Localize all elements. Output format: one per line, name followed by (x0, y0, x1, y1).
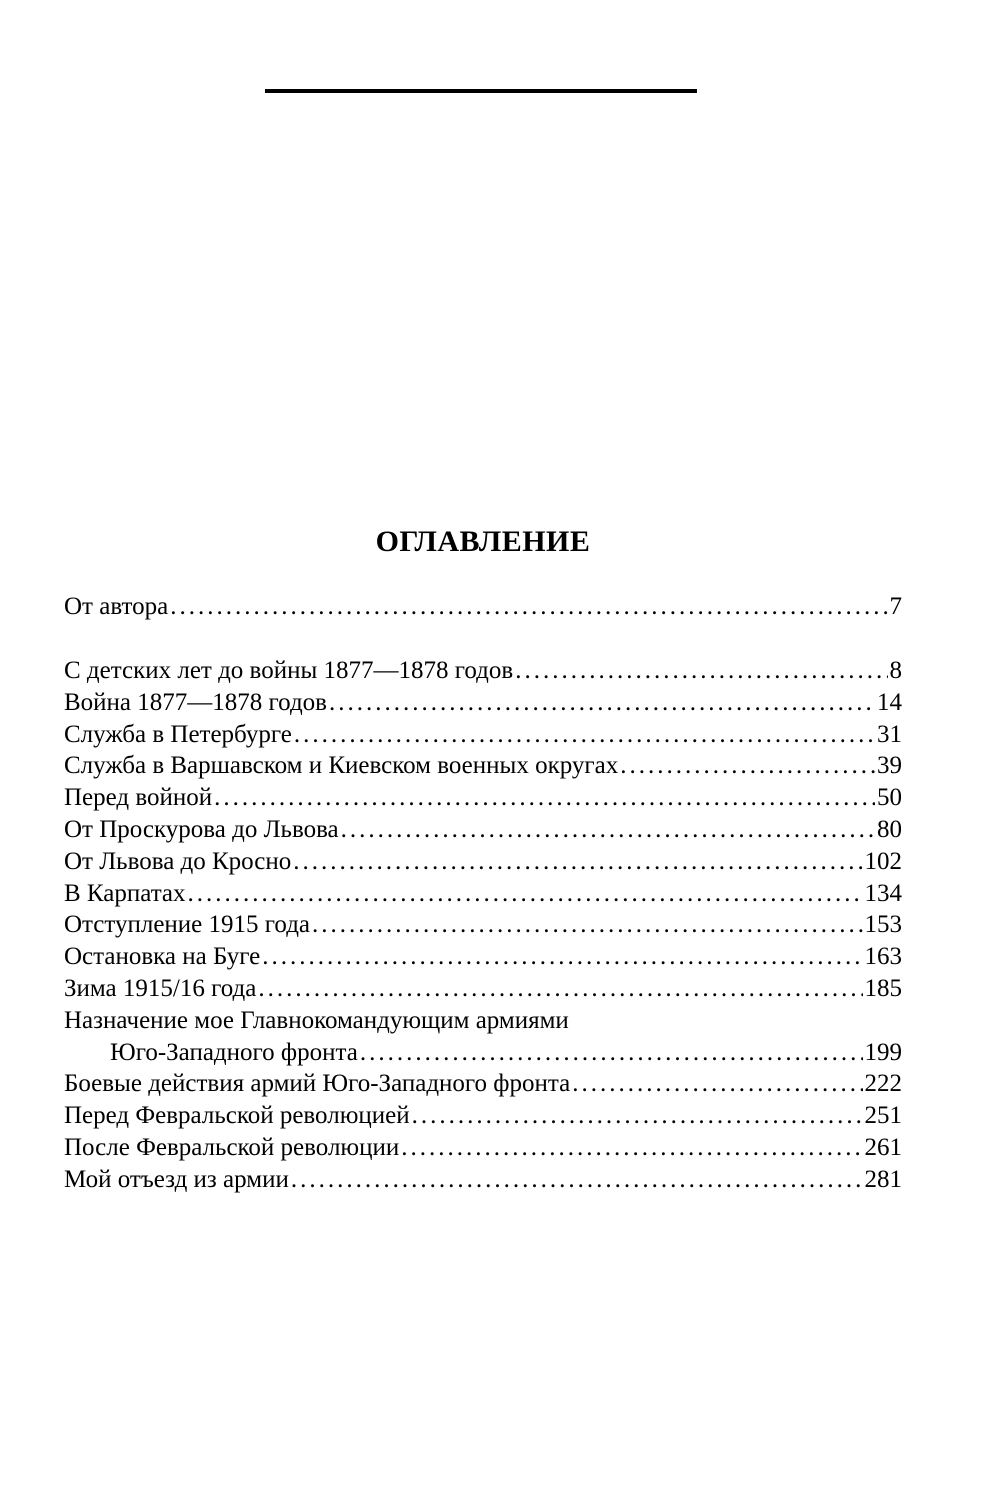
toc-entry-title: Перед Февральской революцией (64, 1102, 410, 1130)
toc-entry[interactable] (64, 1068, 902, 1100)
toc-entry-title: Назначение мое Главнокомандующим армиями (64, 1006, 569, 1034)
toc-entry-title: Служба в Варшавском и Киевском военных округах (64, 752, 619, 780)
toc-entry[interactable] (64, 941, 902, 973)
toc-chapter-list (64, 655, 902, 1196)
toc-leader-dots (291, 1164, 863, 1196)
toc-entry-title: С детских лет до войны 1877—1878 годов (64, 657, 514, 684)
toc-entry[interactable] (64, 750, 902, 782)
toc-leader-dots (360, 1037, 863, 1069)
toc-entry-first-line[interactable] (64, 1005, 902, 1037)
toc-entry-page: 222 (864, 1070, 902, 1098)
toc-leader-dots (258, 973, 862, 1005)
toc-leader-dots (312, 909, 862, 941)
toc-entry-page: 199 (864, 1038, 902, 1066)
toc-entry[interactable] (64, 1100, 902, 1132)
toc-leader-dots (188, 878, 863, 910)
toc-entry[interactable] (64, 1132, 902, 1164)
toc-entry-preface[interactable] (64, 591, 902, 623)
toc-entry-title: Отступление 1915 года (64, 911, 311, 939)
toc-entry-continuation[interactable] (64, 1037, 902, 1069)
toc-entry-page: 251 (864, 1102, 902, 1130)
toc-leader-dots (620, 750, 875, 782)
top-rule (265, 89, 697, 93)
toc-leader-dots (401, 1132, 862, 1164)
toc-entry[interactable] (64, 973, 902, 1005)
toc-entry-title: В Карпатах (64, 879, 186, 907)
toc-entry-page: 281 (864, 1165, 902, 1193)
toc-entry-title: От Проскурова до Львова (64, 815, 339, 843)
toc-leader-dots (170, 591, 887, 623)
toc-entry[interactable] (64, 814, 902, 846)
toc-entry[interactable] (64, 909, 902, 941)
toc-entry-title: Зима 1915/16 года (64, 974, 257, 1002)
toc-leader-dots (294, 719, 875, 751)
toc-entry-page: 261 (864, 1133, 902, 1161)
toc-entry-page: 153 (864, 911, 902, 939)
toc-entry-page: 185 (864, 974, 902, 1002)
toc-entry-title: Юго-Западного фронта (110, 1038, 358, 1066)
toc-leader-dots (262, 941, 862, 973)
toc-entry-title: Мой отъезд из армии (64, 1165, 289, 1193)
toc-entry-page: 7 (889, 593, 902, 620)
toc-entry-title: Война 1877—1878 годов (64, 688, 327, 716)
toc-leader-dots (341, 814, 875, 846)
toc-entry[interactable] (64, 687, 902, 719)
toc-entry-page: 14 (877, 688, 902, 716)
toc-preface-list (64, 591, 902, 623)
toc-leader-dots (214, 782, 875, 814)
toc-entry-page: 39 (877, 752, 902, 780)
toc-entry-title: После Февральской революции (64, 1133, 400, 1161)
toc-entry-page: 8 (889, 657, 902, 684)
page-title: ОГЛАВЛЕНИЕ (375, 525, 591, 558)
toc-entry-page: 163 (864, 943, 902, 971)
toc-entry-page: 80 (877, 815, 902, 843)
toc-entry-title: Перед войной (64, 784, 213, 812)
toc-entry[interactable] (64, 878, 902, 910)
toc-entry-title: Боевые действия армий Юго-Западного фронта (64, 1070, 571, 1098)
toc-entry-title: От автора (64, 593, 169, 620)
toc-entry[interactable] (64, 846, 902, 878)
toc-entry-page: 102 (864, 847, 902, 875)
toc-entry[interactable] (64, 782, 902, 814)
toc-entry-title: От Львова до Кросно (64, 847, 292, 875)
toc-entry-title: Служба в Петербурге (64, 720, 292, 748)
toc-leader-dots (329, 687, 875, 719)
toc-entry[interactable] (64, 1164, 902, 1196)
toc-leader-dots (515, 655, 887, 687)
toc-entry-page: 50 (877, 784, 902, 812)
toc-entry[interactable] (64, 719, 902, 751)
toc-leader-dots (572, 1068, 862, 1100)
toc-entry[interactable] (64, 655, 902, 687)
toc-entry-title: Остановка на Буге (64, 943, 261, 971)
toc-leader-dots (412, 1100, 863, 1132)
toc-entry-page: 31 (877, 720, 902, 748)
toc-leader-dots (293, 846, 862, 878)
toc-entry-page: 134 (864, 879, 902, 907)
